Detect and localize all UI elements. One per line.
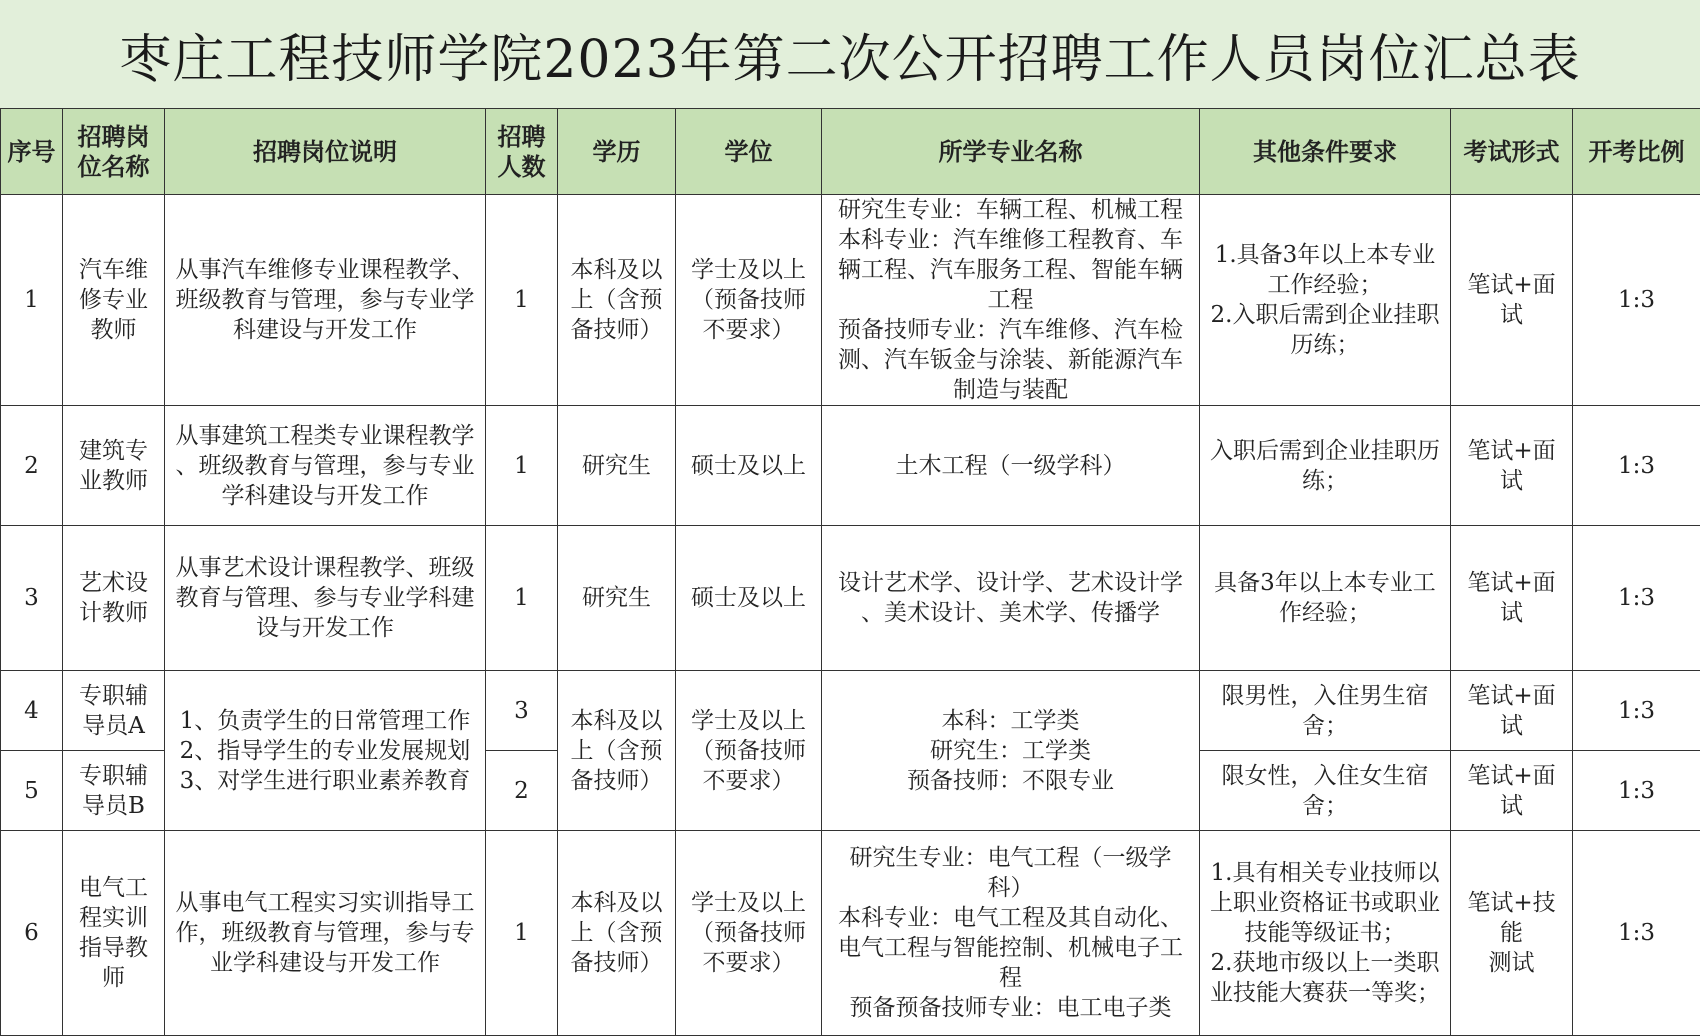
cell-other: 限女性，入住女生宿 舍； [1200,751,1451,831]
cell-ratio: 1:3 [1573,831,1700,1036]
cell-description-merged: 1、负责学生的日常管理工作 2、指导学生的专业发展规划 3、对学生进行职业素养教育 [165,671,486,831]
header-seq: 序号 [1,109,63,195]
cell-major-merged: 本科：工学类 研究生：工学类 预备技师：不限专业 [822,671,1200,831]
cell-major: 研究生专业：电气工程（一级学 科） 本科专业：电气工程及其自动化、 电气工程与智能控制、机械电子工 程 预备预备技师专业：电工电子类 [822,831,1200,1036]
cell-education-merged: 本科及以 上（含预 备技师） [558,671,676,831]
cell-other: 1.具备3年以上本专业 工作经验； 2.入职后需到企业挂职 历练； [1200,195,1451,406]
cell-position: 建筑专 业教师 [63,406,165,526]
table-row [1,526,1700,671]
cell-seq: 6 [1,831,63,1036]
cell-description: 从事建筑工程类专业课程教学 、班级教育与管理，参与专业 学科建设与开发工作 [165,406,486,526]
cell-description: 从事电气工程实习实训指导工 作，班级教育与管理，参与专 业学科建设与开发工作 [165,831,486,1036]
header-degree: 学位 [676,109,822,195]
cell-count: 1 [486,195,558,406]
cell-position: 专职辅 导员B [63,751,165,831]
cell-seq: 5 [1,751,63,831]
header-other: 其他条件要求 [1200,109,1451,195]
header-exam: 考试形式 [1451,109,1573,195]
header-position: 招聘岗 位名称 [63,109,165,195]
cell-position: 艺术设 计教师 [63,526,165,671]
table-row [1,671,1700,751]
cell-exam: 笔试+面试 [1451,195,1573,406]
cell-position: 汽车维 修专业 教师 [63,195,165,406]
cell-other: 入职后需到企业挂职历 练； [1200,406,1451,526]
cell-education: 本科及以 上（含预 备技师） [558,831,676,1036]
cell-degree: 学士及以上 （预备技师 不要求） [676,831,822,1036]
cell-description: 从事汽车维修专业课程教学、 班级教育与管理，参与专业学 科建设与开发工作 [165,195,486,406]
cell-seq: 4 [1,671,63,751]
page-title: 枣庄工程技师学院2023年第二次公开招聘工作人员岗位汇总表 [119,17,1580,92]
cell-degree: 硕士及以上 [676,526,822,671]
cell-exam: 笔试+面试 [1451,526,1573,671]
cell-position: 专职辅 导员A [63,671,165,751]
cell-count: 2 [486,751,558,831]
cell-description: 从事艺术设计课程教学、班级 教育与管理、参与专业学科建 设与开发工作 [165,526,486,671]
cell-degree-merged: 学士及以上 （预备技师 不要求） [676,671,822,831]
cell-count: 3 [486,671,558,751]
cell-other: 限男性，入住男生宿 舍； [1200,671,1451,751]
cell-position: 电气工 程实训 指导教 师 [63,831,165,1036]
header-count: 招聘 人数 [486,109,558,195]
header-education: 学历 [558,109,676,195]
cell-ratio: 1:3 [1573,671,1700,751]
cell-count: 1 [486,406,558,526]
cell-ratio: 1:3 [1573,406,1700,526]
cell-ratio: 1:3 [1573,195,1700,406]
cell-seq: 3 [1,526,63,671]
header-ratio: 开考比例 [1573,109,1700,195]
cell-education: 本科及以 上（含预 备技师） [558,195,676,406]
table-row [1,831,1700,1036]
cell-count: 1 [486,831,558,1036]
cell-education: 研究生 [558,526,676,671]
cell-major: 研究生专业：车辆工程、机械工程 本科专业：汽车维修工程教育、车 辆工程、汽车服务工程、智能车辆 工程 预备技师专业：汽车维修、汽车检 测、汽车钣金与涂装、新能源汽车 制造与装配 [822,195,1200,406]
cell-other: 1.具有相关专业技师以 上职业资格证书或职业 技能等级证书； 2.获地市级以上一类职 业技能大赛获一等奖； [1200,831,1451,1036]
cell-other: 具备3年以上本专业工 作经验； [1200,526,1451,671]
title-bar [0,0,1700,108]
cell-exam: 笔试+面试 [1451,751,1573,831]
header-description: 招聘岗位说明 [165,109,486,195]
header-major: 所学专业名称 [822,109,1200,195]
header-row [1,109,1700,195]
cell-count: 1 [486,526,558,671]
cell-major: 土木工程（一级学科） [822,406,1200,526]
cell-degree: 硕士及以上 [676,406,822,526]
cell-seq: 2 [1,406,63,526]
cell-exam: 笔试+面试 [1451,406,1573,526]
table-row [1,406,1700,526]
table-row [1,195,1700,406]
cell-exam: 笔试+面试 [1451,671,1573,751]
cell-ratio: 1:3 [1573,751,1700,831]
cell-major: 设计艺术学、设计学、艺术设计学 、美术设计、美术学、传播学 [822,526,1200,671]
cell-degree: 学士及以上 （预备技师 不要求） [676,195,822,406]
cell-ratio: 1:3 [1573,526,1700,671]
recruitment-table [0,108,1700,1036]
cell-seq: 1 [1,195,63,406]
cell-exam: 笔试+技能 测试 [1451,831,1573,1036]
cell-education: 研究生 [558,406,676,526]
